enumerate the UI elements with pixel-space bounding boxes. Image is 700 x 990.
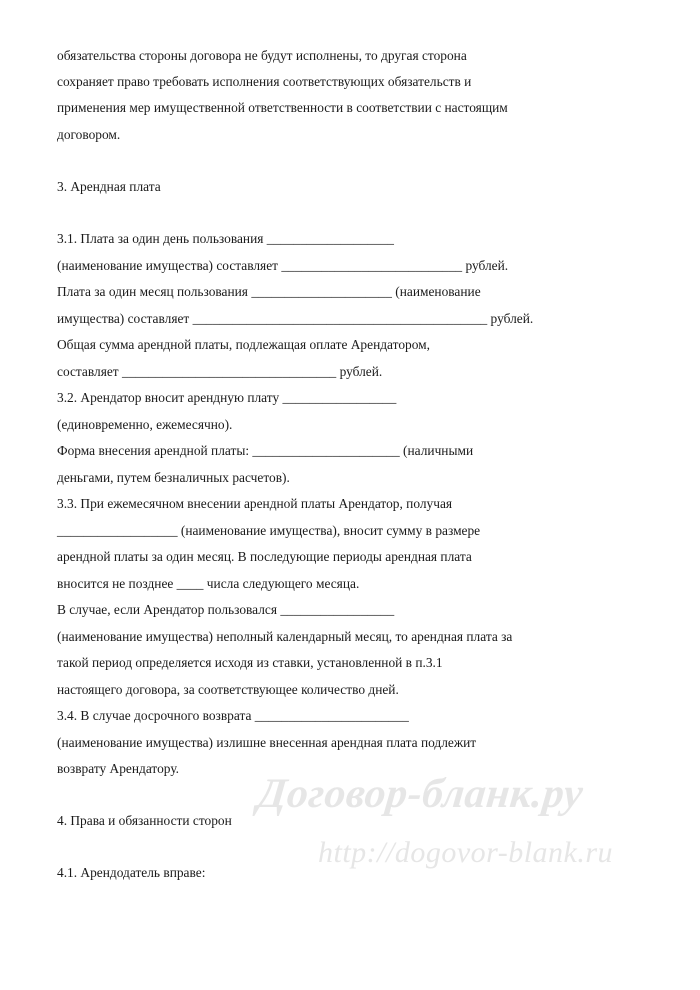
text-line: договором.: [57, 127, 121, 142]
text-line: деньгами, путем безналичных расчетов).: [57, 470, 290, 485]
section-heading: 3. Арендная плата: [57, 179, 161, 194]
text-line: Форма внесения арендной платы: ______________________ (наличными: [57, 443, 474, 458]
watermark-url: http://dogovor-blank.ru: [318, 836, 614, 869]
section-heading: 4. Права и обязанности сторон: [57, 813, 232, 828]
text-line: (единовременно, ежемесячно).: [57, 417, 233, 432]
watermark-title: Договор-бланк.ру: [255, 771, 586, 817]
text-line: арендной платы за один месяц. В последующие периоды арендная плата: [57, 549, 472, 564]
text-line: Общая сумма арендной платы, подлежащая оплате Арендатором,: [57, 337, 430, 352]
text-line: имущества) составляет ____________________________________________ рублей.: [57, 311, 534, 326]
text-line: вносится не позднее ____ числа следующего месяца.: [57, 576, 360, 591]
text-line: 3.3. При ежемесячном внесении арендной платы Арендатор, получая: [57, 496, 453, 511]
text-line: 3.2. Арендатор вносит арендную плату _________________: [57, 390, 397, 405]
text-line: возврату Арендатору.: [57, 761, 180, 776]
text-line: __________________ (наименование имущества), вносит сумму в размере: [57, 523, 481, 538]
text-line: В случае, если Арендатор пользовался _________________: [57, 602, 395, 617]
text-line: такой период определяется исходя из ставки, установленной в п.3.1: [57, 655, 443, 670]
text-line: сохраняет право требовать исполнения соответствующих обязательств и: [57, 74, 472, 89]
text-line: 3.4. В случае досрочного возврата _______________________: [57, 708, 409, 723]
text-line: (наименование имущества) составляет ___________________________ рублей.: [57, 258, 509, 273]
text-line: настоящего договора, за соответствующее количество дней.: [57, 682, 399, 697]
text-line: обязательства стороны договора не будут исполнены, то другая сторона: [57, 48, 467, 63]
text-line: (наименование имущества) излишне внесенная арендная плата подлежит: [57, 735, 477, 750]
text-line: (наименование имущества) неполный календарный месяц, то арендная плата за: [57, 629, 513, 644]
text-line: применения мер имущественной ответственности в соответствии с настоящим: [57, 100, 508, 115]
text-line: составляет ________________________________ рублей.: [57, 364, 383, 379]
text-line: 4.1. Арендодатель вправе:: [57, 865, 206, 880]
text-line: 3.1. Плата за один день пользования ___________________: [57, 231, 394, 246]
text-line: Плата за один месяц пользования _____________________ (наименование: [57, 284, 481, 299]
